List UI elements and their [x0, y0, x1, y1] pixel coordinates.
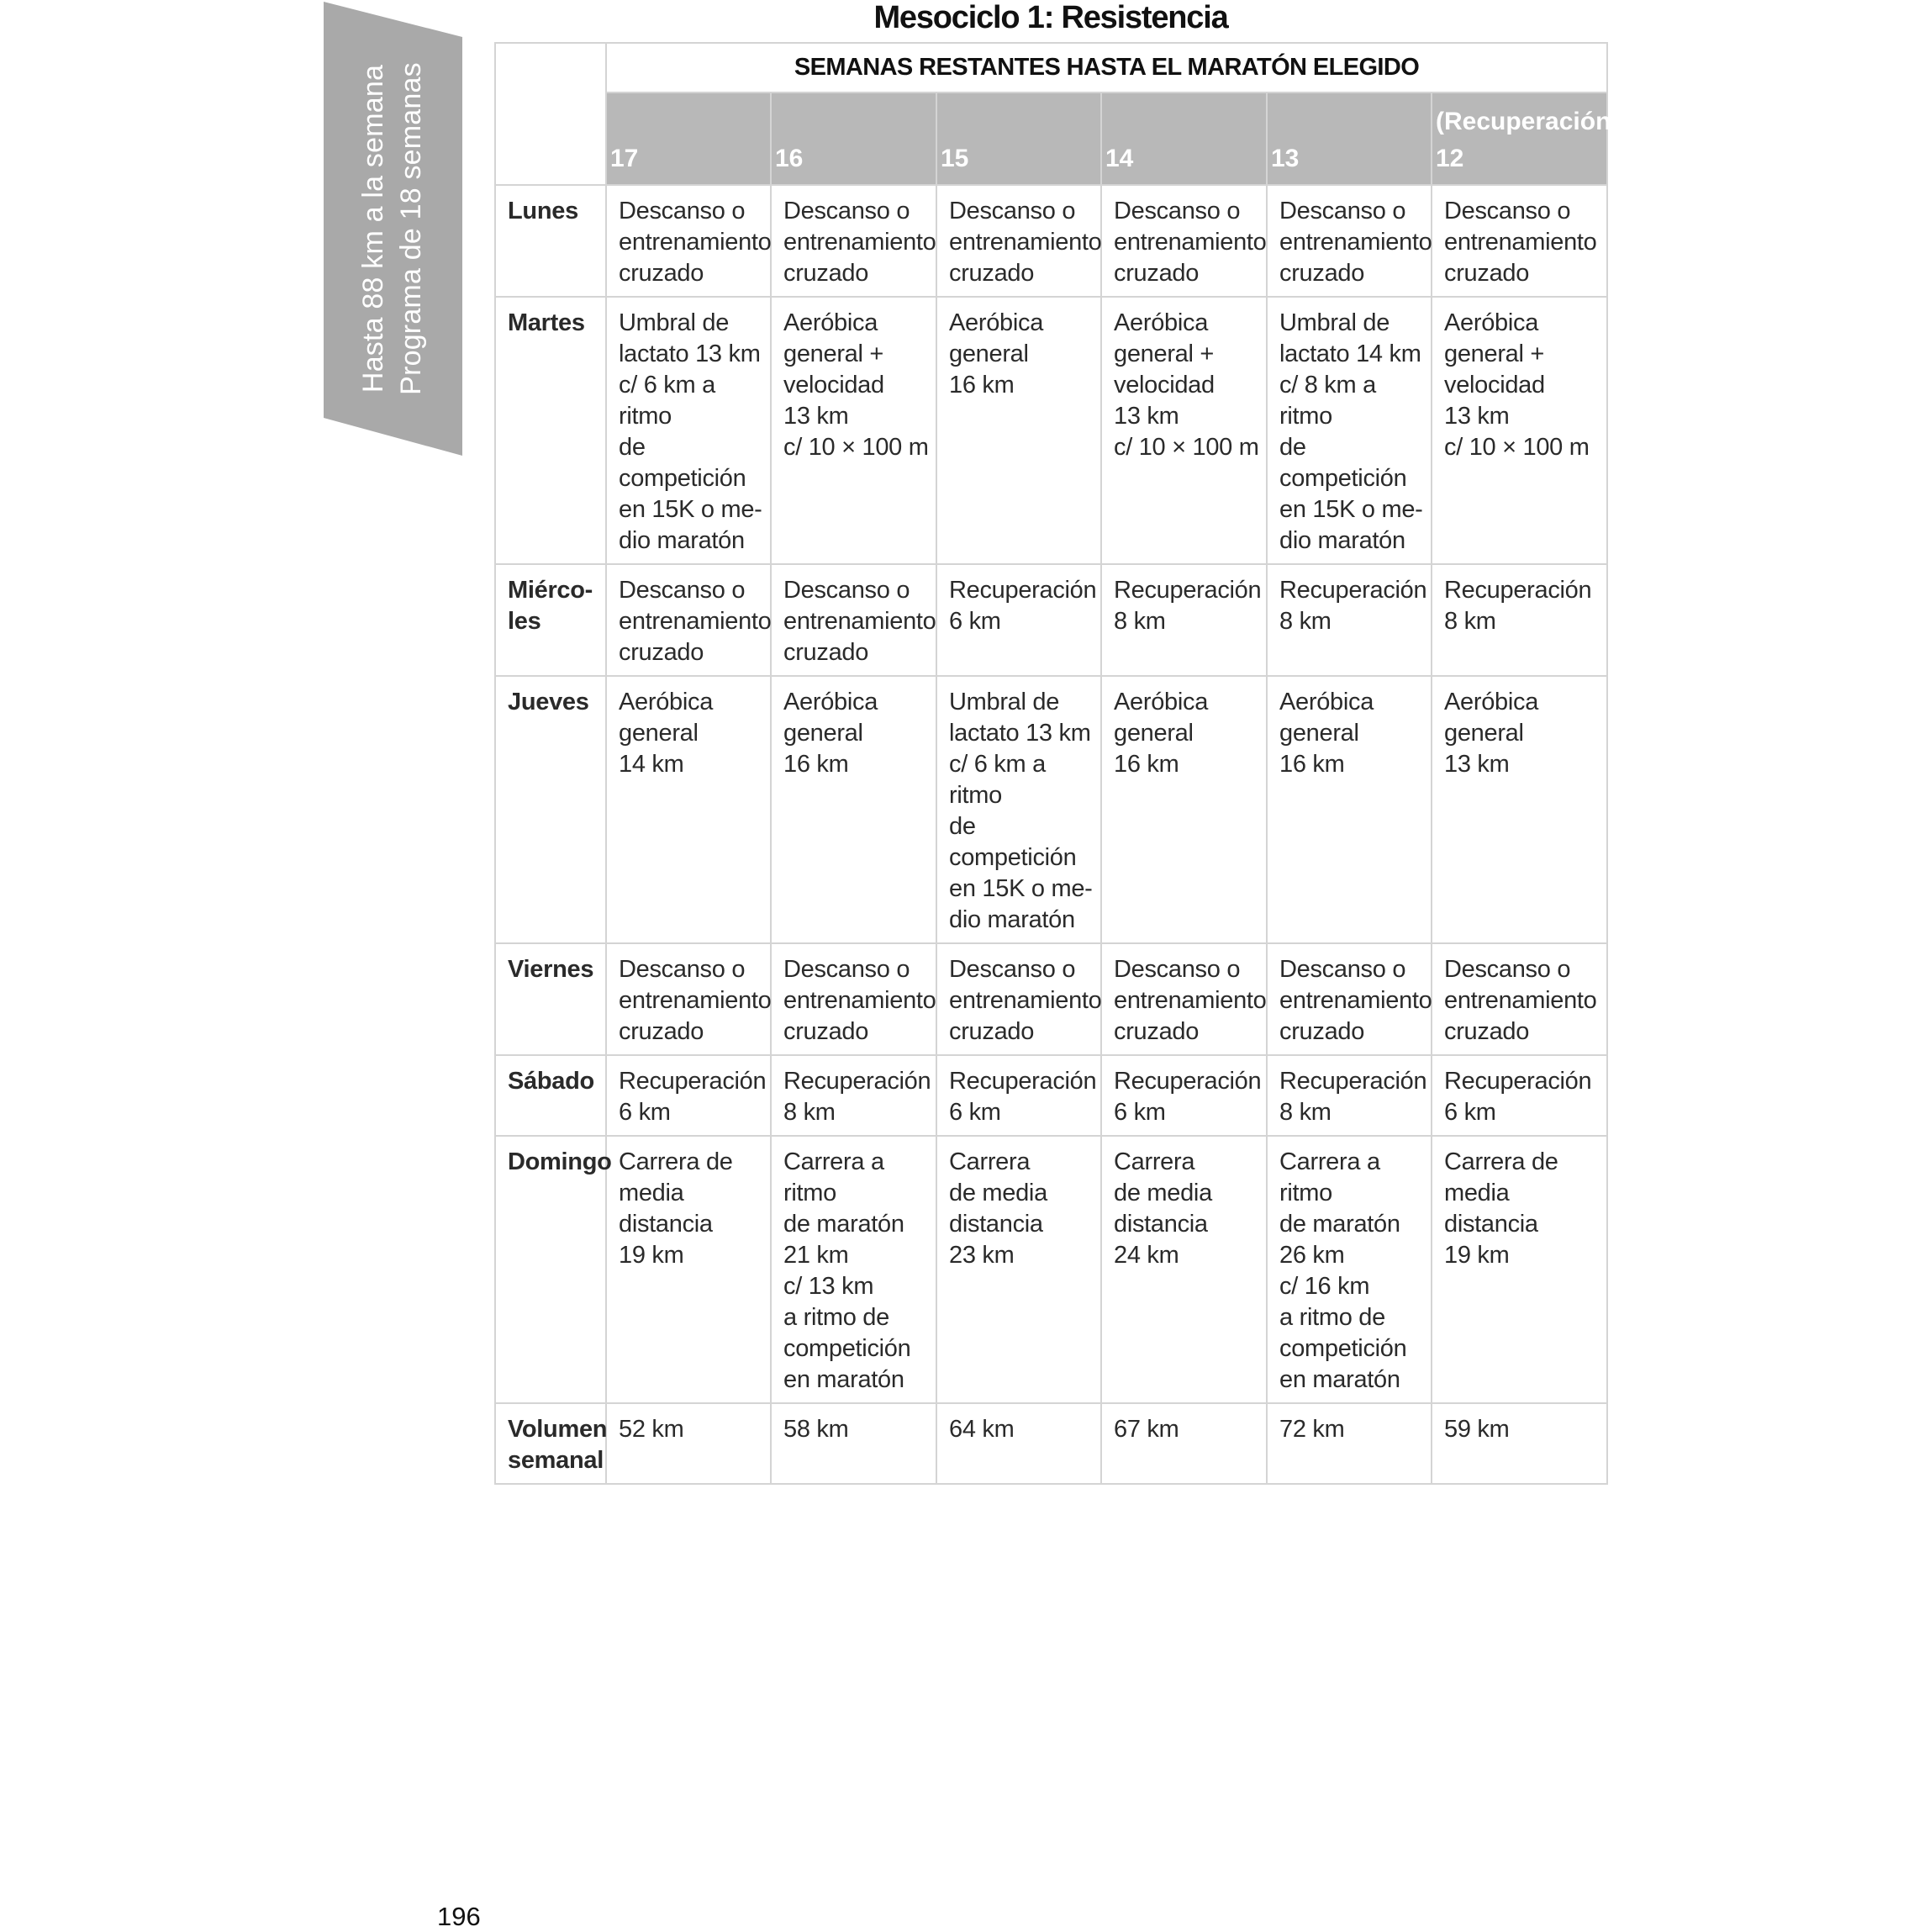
page-title: Mesociclo 1: Resistencia — [873, 0, 1228, 35]
training-plan-table — [494, 42, 1620, 1485]
table-cell: Recuperación 8 km — [1267, 564, 1432, 676]
table-cell: Carrera de media distancia 23 km — [936, 1136, 1101, 1403]
table-cell: Descanso o entrenamiento cruzado — [771, 943, 936, 1055]
group-header-row — [495, 43, 1607, 92]
side-tab-text — [355, 62, 430, 395]
table-cell: Recuperación 6 km — [1101, 1055, 1267, 1136]
table-cell: Recuperación 6 km — [936, 1055, 1101, 1136]
day-label: Jueves — [495, 676, 606, 943]
table-cell: Carrera de media distancia 19 km — [606, 1136, 771, 1403]
week-header — [1101, 92, 1267, 185]
table-cell: Descanso o entrenamiento cruzado — [936, 185, 1101, 297]
table-cell: Aeróbica general + velocidad 13 km c/ 10 × 100 m — [1432, 297, 1607, 564]
group-header: SEMANAS RESTANTES HASTA EL MARATÓN ELEGIDO — [606, 43, 1607, 92]
table-cell: Descanso o entrenamiento cruzado — [1267, 185, 1432, 297]
table-cell: Carrera a ritmo de maratón 26 km c/ 16 km a ritmo de competición en maratón — [1267, 1136, 1432, 1403]
table-row — [495, 1136, 1607, 1403]
table-cell: 64 km — [936, 1403, 1101, 1484]
table-cell: Recuperación 8 km — [1267, 1055, 1432, 1136]
table-row — [495, 1403, 1607, 1484]
table-cell: Recuperación 6 km — [936, 564, 1101, 676]
table-cell: 52 km — [606, 1403, 771, 1484]
table-cell: Recuperación 8 km — [1101, 564, 1267, 676]
table-cell: 59 km — [1432, 1403, 1607, 1484]
page-number: 196 — [437, 1902, 481, 1931]
week-header — [771, 92, 936, 185]
week-header — [606, 92, 771, 185]
table-cell: Carrera de media distancia 19 km — [1432, 1136, 1607, 1403]
week-header — [936, 92, 1101, 185]
table-row — [495, 185, 1607, 297]
table-cell: Descanso o entrenamiento cruzado — [771, 185, 936, 297]
table-row — [495, 676, 1607, 943]
table-cell: Descanso o entrenamiento cruzado — [1101, 185, 1267, 297]
table-cell: 67 km — [1101, 1403, 1267, 1484]
day-label: Volumen semanal — [495, 1403, 606, 1484]
table-cell: Descanso o entrenamiento cruzado — [1432, 185, 1607, 297]
table-row — [495, 943, 1607, 1055]
table-cell: Descanso o entrenamiento cruzado — [1432, 943, 1607, 1055]
corner-cell — [495, 43, 606, 185]
table-cell: Umbral de lactato 14 km c/ 8 km a ritmo de competición en 15K o me- dio maratón — [1267, 297, 1432, 564]
week-header-row — [495, 92, 1607, 185]
table-cell: Descanso o entrenamiento cruzado — [1101, 943, 1267, 1055]
table-row — [495, 564, 1607, 676]
week-number: 15 — [941, 145, 969, 172]
table-cell: Aeróbica general 16 km — [1267, 676, 1432, 943]
day-label: Sábado — [495, 1055, 606, 1136]
table-cell: Aeróbica general 14 km — [606, 676, 771, 943]
table-cell: Descanso o entrenamiento cruzado — [936, 943, 1101, 1055]
week-header — [1432, 92, 1620, 185]
week-number: 17 — [610, 145, 639, 172]
table-cell: Aeróbica general 13 km — [1432, 676, 1607, 943]
day-label: Domingo — [495, 1136, 606, 1403]
day-label: Miérco- les — [495, 564, 606, 676]
week-header — [1267, 92, 1432, 185]
day-label: Lunes — [495, 185, 606, 297]
table-cell: Umbral de lactato 13 km c/ 6 km a ritmo de competición en 15K o me- dio maratón — [936, 676, 1101, 943]
table-cell: Umbral de lactato 13 km c/ 6 km a ritmo de competición en 15K o me- dio maratón — [606, 297, 771, 564]
table-cell: Aeróbica general 16 km — [936, 297, 1101, 564]
table-cell: Recuperación 6 km — [606, 1055, 771, 1136]
week-number: 16 — [775, 145, 804, 172]
table-row — [495, 1055, 1607, 1136]
table-cell: Descanso o entrenamiento cruzado — [606, 185, 771, 297]
table-cell: Carrera de media distancia 24 km — [1101, 1136, 1267, 1403]
table-cell: Aeróbica general 16 km — [771, 676, 936, 943]
table-cell: Descanso o entrenamiento cruzado — [1267, 943, 1432, 1055]
table-cell: Aeróbica general 16 km — [1101, 676, 1267, 943]
table-cell: Aeróbica general + velocidad 13 km c/ 10 × 100 m — [771, 297, 936, 564]
week-number: 14 — [1105, 145, 1134, 172]
table-cell: Carrera a ritmo de maratón 21 km c/ 13 km a ritmo de competición en maratón — [771, 1136, 936, 1403]
week-note: (Recuperación) — [1436, 108, 1620, 135]
table-cell: Aeróbica general + velocidad 13 km c/ 10 × 100 m — [1101, 297, 1267, 564]
table-cell: 58 km — [771, 1403, 936, 1484]
table-cell: Recuperación 8 km — [1432, 564, 1607, 676]
table-cell: Descanso o entrenamiento cruzado — [771, 564, 936, 676]
table-cell: Descanso o entrenamiento cruzado — [606, 943, 771, 1055]
table-row — [495, 297, 1607, 564]
week-number: 12 — [1436, 145, 1464, 172]
day-label: Martes — [495, 297, 606, 564]
table-cell: Recuperación 8 km — [771, 1055, 936, 1136]
side-tab-line-2: Programa de 18 semanas — [395, 62, 427, 395]
table-cell: Recuperación 6 km — [1432, 1055, 1607, 1136]
day-label: Viernes — [495, 943, 606, 1055]
table-cell: 72 km — [1267, 1403, 1432, 1484]
table-cell: Descanso o entrenamiento cruzado — [606, 564, 771, 676]
side-tab-line-1: Hasta 88 km a la semana — [357, 64, 389, 393]
week-number: 13 — [1271, 145, 1300, 172]
